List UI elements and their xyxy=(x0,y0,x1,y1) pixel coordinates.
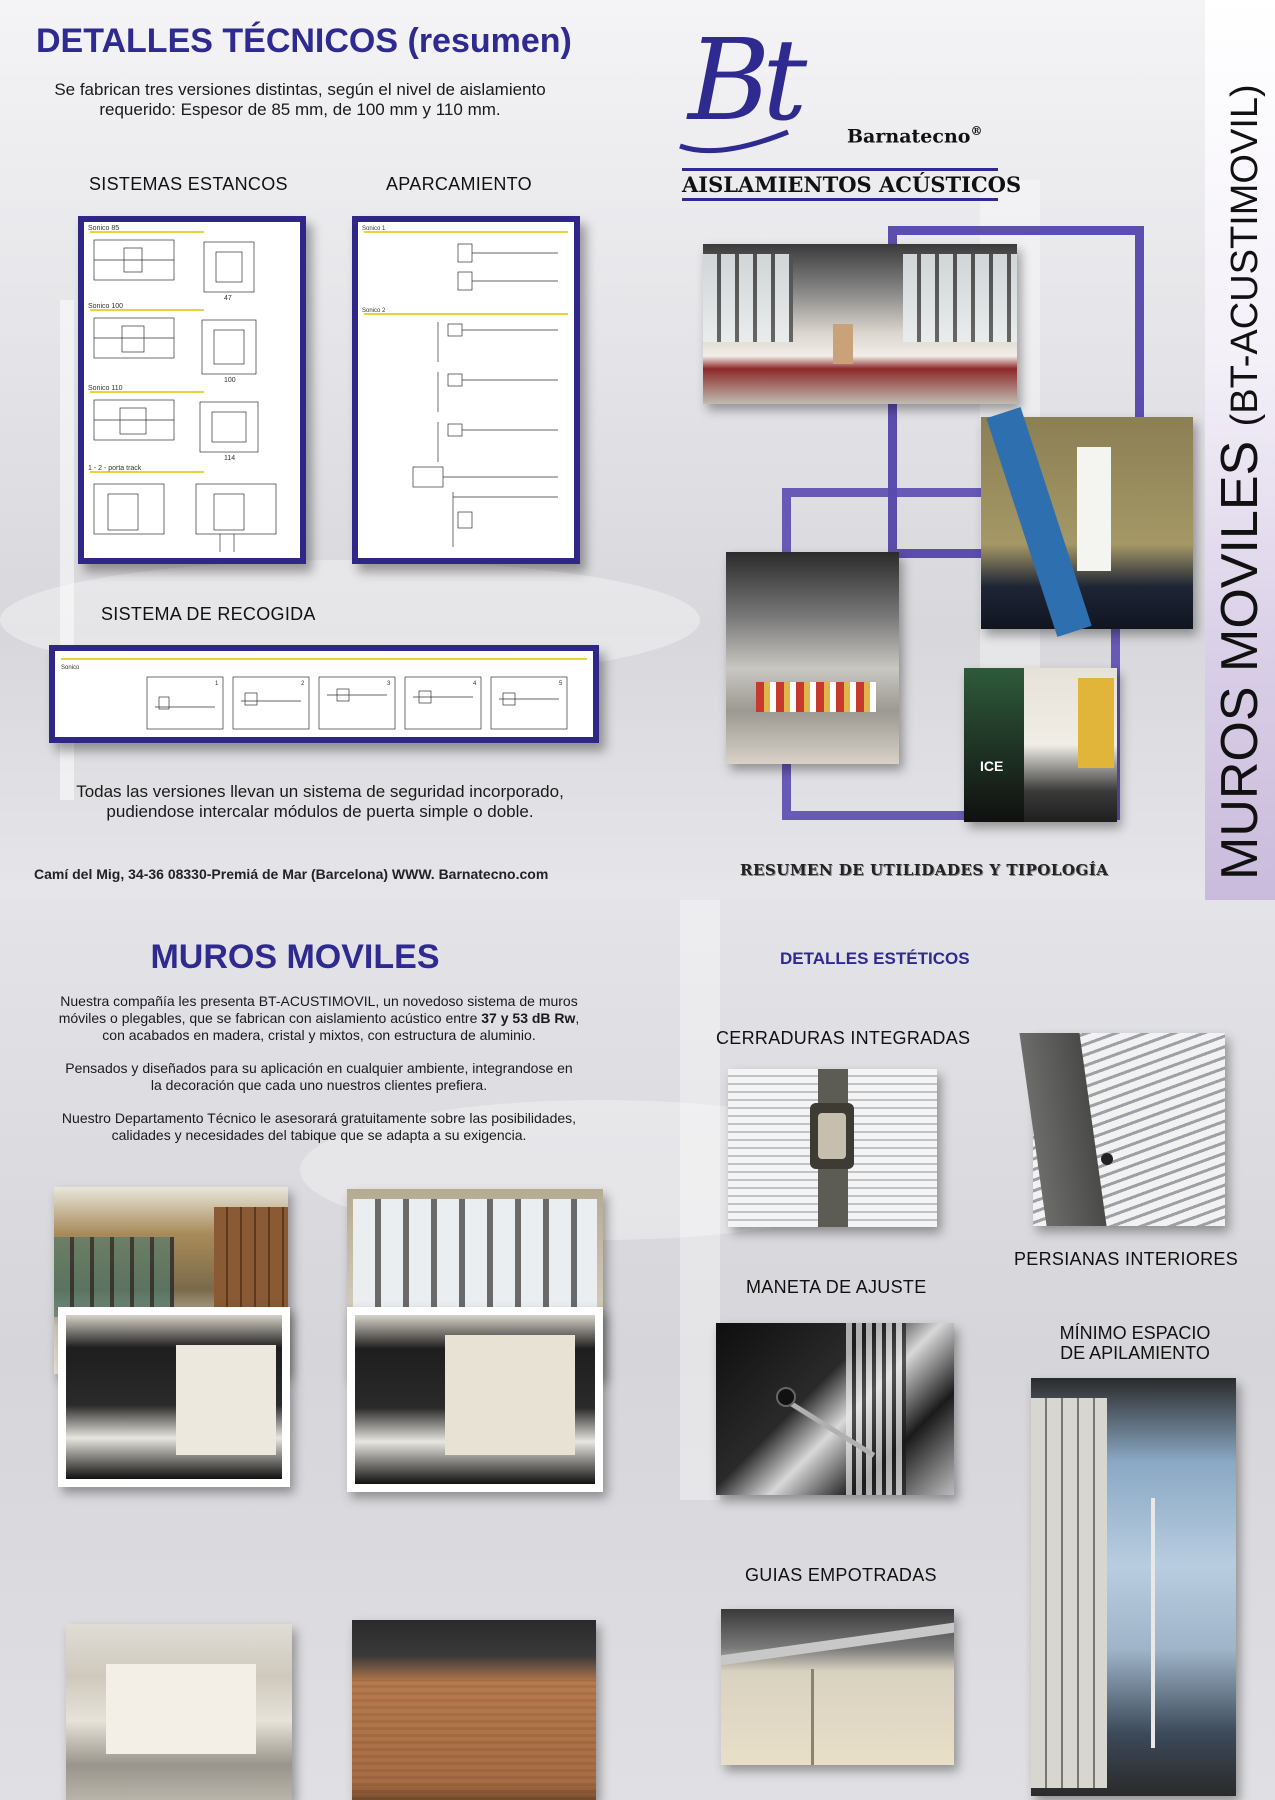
wall-panel xyxy=(106,1664,256,1754)
frame-profile xyxy=(1019,1033,1106,1226)
note-line: Todas las versiones llevan un sistema de seguridad incorporado, xyxy=(76,782,564,801)
white-panel xyxy=(445,1335,575,1455)
intro-line: requerido: Espesor de 85 mm, de 100 mm y 110 mm. xyxy=(99,100,501,119)
frame-detail xyxy=(846,1323,906,1495)
wood-texture xyxy=(352,1680,596,1800)
photo-room-partition xyxy=(347,1307,603,1492)
drawing-sistemas-estancos xyxy=(78,216,306,564)
section-title: MUROS MOVILES xyxy=(150,938,440,976)
photo-wood-wall-auditorium xyxy=(352,1620,596,1800)
step-number: 2 xyxy=(301,681,305,687)
wood-column xyxy=(833,324,853,364)
logo-rule xyxy=(682,198,998,201)
drawing-label: Sonico 2 xyxy=(362,308,386,314)
safety-note xyxy=(30,782,610,822)
photo-kitchen-partition xyxy=(58,1307,290,1487)
step-number: 1 xyxy=(215,681,219,687)
barnatecno-logo xyxy=(682,16,1022,200)
white-panel xyxy=(176,1345,276,1455)
paragraph-line: Pensados y diseñados para su aplicación en cualquier ambiente, integrandose en xyxy=(65,1060,573,1076)
brand-text: Barnatecno xyxy=(847,125,971,148)
logo-tagline: AISLAMIENTOS ACÚSTICOS xyxy=(682,172,1022,197)
technical-drawing xyxy=(358,222,574,558)
page-title: DETALLES TÉCNICOS (resumen) xyxy=(36,22,572,60)
photo-ice-poster xyxy=(964,668,1117,822)
summary-heading: RESUMEN DE UTILIDADES Y TIPOLOGÍA xyxy=(740,861,1109,879)
drawing-label: Sonico 85 xyxy=(88,225,120,232)
photo-partition-door xyxy=(981,417,1193,629)
photo-content xyxy=(66,1315,282,1479)
vertical-title-sub: (BT-ACUSTIMOVIL) xyxy=(1224,84,1266,427)
muros-moviles-panel xyxy=(0,900,1275,1800)
ceiling-track xyxy=(721,1623,954,1666)
photo-folded-wall xyxy=(66,1624,292,1800)
paragraph-line: con acabados en madera, cristal y mixtos, con estructura de aluminio. xyxy=(102,1027,536,1043)
registered-mark: ® xyxy=(970,124,983,138)
poster-text: ICE xyxy=(980,758,1004,774)
photo-integrated-lock xyxy=(728,1069,937,1227)
label-cerraduras-integradas: CERRADURAS INTEGRADAS xyxy=(716,1028,971,1048)
glass-panels xyxy=(703,254,793,342)
label-sistemas-estancos: SISTEMAS ESTANCOS xyxy=(89,174,288,194)
paragraph-line: Nuestra compañía les presenta BT-ACUSTIMOVIL, un novedoso sistema de muros xyxy=(60,993,578,1009)
rating-highlight: 37 y 53 dB Rw xyxy=(481,1010,576,1026)
drawing-label: Sonico 1 xyxy=(362,226,386,232)
poster xyxy=(964,668,1024,822)
drawing-label: Sonico xyxy=(61,665,80,671)
panel-joint xyxy=(811,1669,814,1765)
photo-office-reception xyxy=(703,244,1017,404)
photo-stacked-panels xyxy=(1031,1378,1236,1796)
logo-rule xyxy=(682,168,998,171)
logo-mark: Bt xyxy=(688,16,800,146)
label-aparcamiento: APARCAMIENTO xyxy=(386,174,532,194)
step-number: 3 xyxy=(387,681,391,687)
paragraph-line: Nuestro Departamento Técnico le asesorará gratuitamente sobre las posibilidades, xyxy=(61,1110,577,1126)
logo-swoosh xyxy=(678,116,818,156)
photo-cafeteria xyxy=(726,552,899,764)
step-number: 5 xyxy=(559,681,563,687)
blind-knob xyxy=(1101,1153,1113,1165)
drawing-sistema-de-recogida xyxy=(49,645,599,743)
label-line: DE APILAMIENTO xyxy=(1060,1343,1210,1363)
handle-knob xyxy=(776,1387,796,1407)
contact-address: Camí del Mig, 34-36 08330-Premiá de Mar (Barcelona) WWW. Barnatecno.com xyxy=(34,866,549,882)
drawing-aparcamiento xyxy=(352,216,580,564)
background-column xyxy=(680,900,720,1500)
drawing-label: Sonico 110 xyxy=(88,385,123,392)
bridge-pylon xyxy=(1151,1498,1155,1748)
photo-adjusting-handle xyxy=(716,1323,954,1495)
label-guias-empotradas: GUIAS EMPOTRADAS xyxy=(745,1565,937,1585)
text-run: móviles o plegables, que se fabrican con aislamiento acústico entre xyxy=(58,1010,482,1026)
dimension-label: 100 xyxy=(224,377,236,384)
label-minimo-espacio xyxy=(1040,1323,1230,1363)
lock-recess xyxy=(818,1113,846,1159)
step-number: 4 xyxy=(473,681,477,687)
stacked-panels xyxy=(1031,1398,1107,1788)
vertical-title-main: MUROS MOVILES xyxy=(1211,440,1269,880)
blue-column xyxy=(986,407,1091,637)
paragraph-line: la decoración que cada uno nuestros clientes prefiera. xyxy=(150,1077,488,1093)
technical-drawing xyxy=(55,651,593,737)
dimension-label: 114 xyxy=(224,455,236,462)
intro-paragraphs xyxy=(20,993,618,1144)
photo-content xyxy=(355,1315,595,1484)
drawing-label: Sonico 100 xyxy=(88,303,124,310)
text-run: , xyxy=(575,1010,580,1026)
chairs xyxy=(756,682,876,712)
label-sistema-de-recogida: SISTEMA DE RECOGIDA xyxy=(101,604,316,624)
label-line: MÍNIMO ESPACIO xyxy=(1059,1323,1211,1343)
drawing-label: 1 - 2 - porta track xyxy=(88,465,142,472)
brand-name xyxy=(847,124,982,147)
paragraph-line xyxy=(20,1010,618,1027)
dimension-label: 47 xyxy=(224,295,232,302)
label-maneta-de-ajuste: MANETA DE AJUSTE xyxy=(746,1277,927,1297)
glass-panels xyxy=(903,254,1017,342)
aesthetic-details-title: DETALLES ESTÉTICOS xyxy=(780,949,970,968)
intro-text xyxy=(20,80,580,120)
note-line: pudiendose intercalar módulos de puerta simple o doble. xyxy=(106,802,534,821)
photo-recessed-guides xyxy=(721,1609,954,1765)
door-opening xyxy=(1077,447,1111,571)
glass-panels xyxy=(54,1237,174,1317)
yellow-panel xyxy=(1078,678,1114,768)
intro-line: Se fabrican tres versiones distintas, según el nivel de aislamiento xyxy=(54,80,546,99)
technical-drawing xyxy=(84,222,300,558)
paragraph-line: calidades y necesidades del tabique que se adapta a su exigencia. xyxy=(111,1127,527,1143)
vertical-title xyxy=(1210,84,1270,880)
photo-interior-blinds xyxy=(1033,1033,1225,1226)
label-persianas-interiores: PERSIANAS INTERIORES xyxy=(1014,1249,1239,1269)
